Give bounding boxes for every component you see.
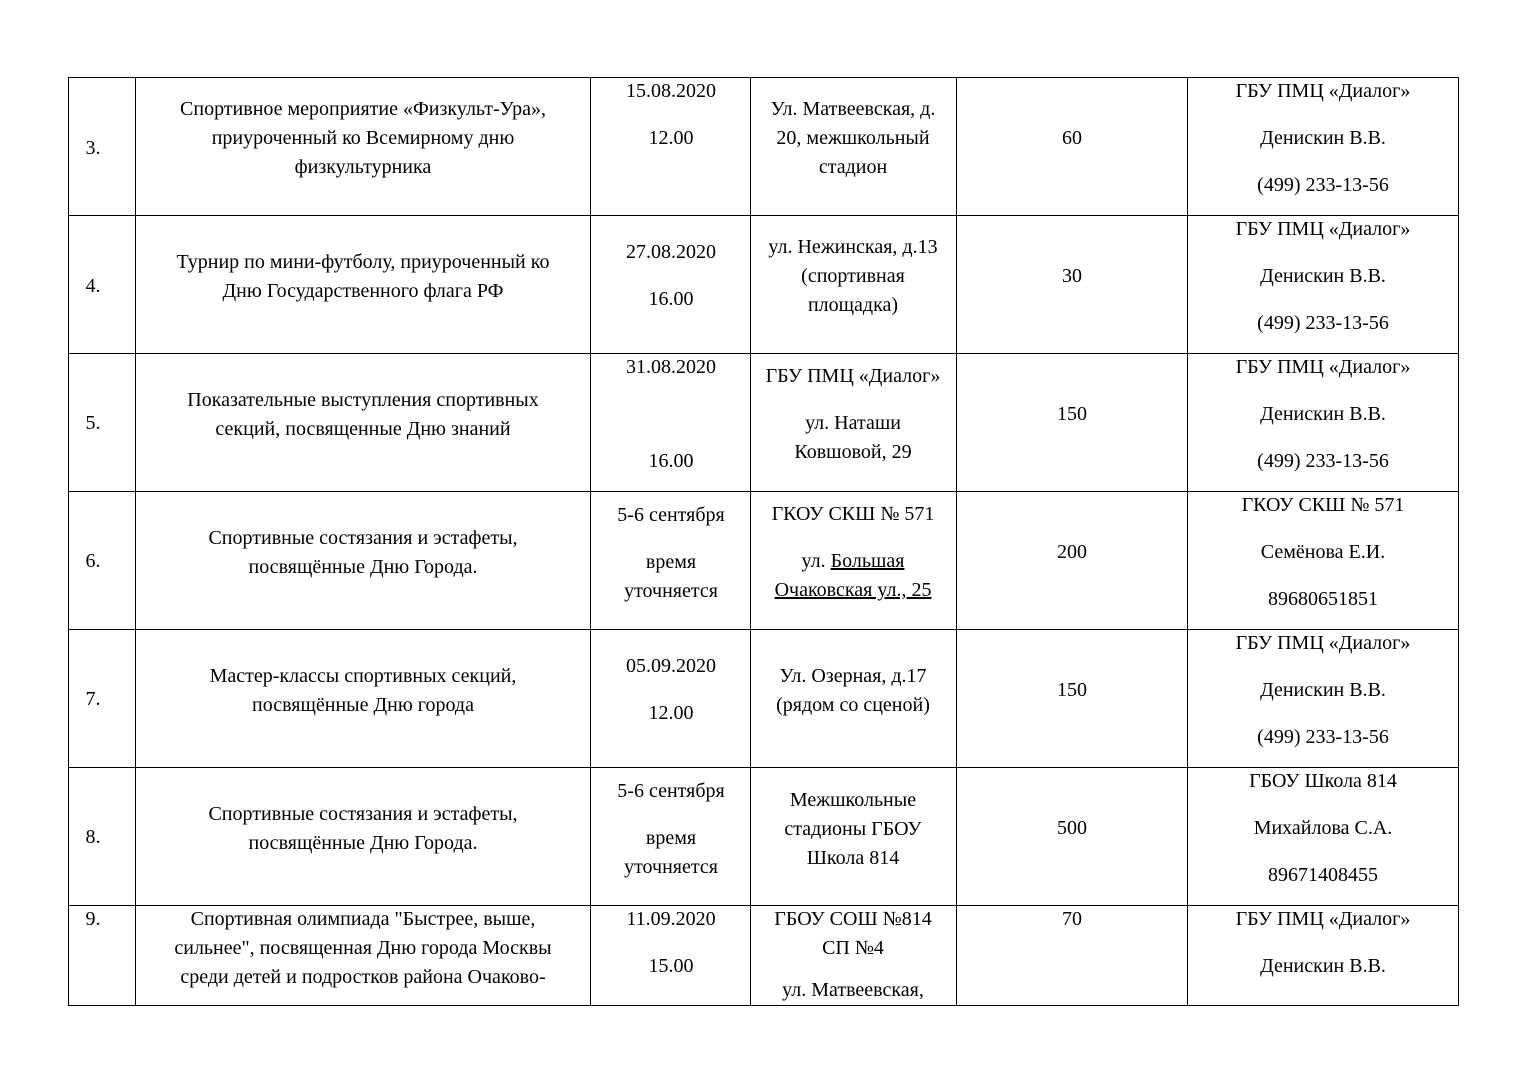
organizer (1190, 629, 1456, 752)
org-line: (499) 233-13-56 (1257, 174, 1389, 196)
event-date: 27.08.2020 (626, 241, 716, 263)
event-line: среди детей и подростков района Очаково- (180, 966, 546, 988)
participant-count: 200 (1057, 541, 1087, 563)
participant-count: 500 (1057, 817, 1087, 839)
place-line: ул. Матвеевская, (782, 979, 924, 1001)
event-title (140, 386, 586, 444)
organizer (1190, 353, 1456, 476)
event-place (754, 362, 952, 467)
event-line: Мастер-классы спортивных секций, (209, 665, 517, 687)
event-place (754, 95, 952, 182)
event-time (594, 548, 748, 606)
place-line: Ул. Матвеевская, д. (770, 98, 936, 120)
place-line: стадион (818, 156, 888, 178)
organizer (1190, 905, 1456, 981)
place-prefix: ул. (801, 550, 831, 572)
place-line: ГКОУ СКШ № 571 (771, 503, 935, 525)
event-date: 15.08.2020 (626, 80, 716, 102)
event-date: 5-6 сентября (617, 504, 725, 526)
event-time (594, 824, 748, 882)
org-line: Денискин В.В. (1260, 955, 1386, 977)
event-time: 16.00 (648, 450, 694, 472)
org-line: Михайлова С.А. (1253, 817, 1393, 839)
participant-count: 150 (1057, 679, 1087, 701)
event-date: 11.09.2020 (626, 908, 716, 930)
event-place (754, 786, 952, 873)
event-line: посвящённые Дню города (252, 694, 474, 716)
row-number: 3. (85, 137, 101, 159)
place-line: ул. Наташи (805, 412, 901, 434)
org-line: Денискин В.В. (1260, 265, 1386, 287)
row-number: 9. (85, 908, 101, 930)
row-number: 6. (85, 550, 101, 572)
event-date: 05.09.2020 (626, 655, 716, 677)
event-place (754, 500, 952, 605)
event-line: Турнир по мини-футболу, приуроченный ко (176, 251, 550, 273)
event-time: 12.00 (648, 127, 694, 149)
org-line: ГКОУ СКШ № 571 (1241, 494, 1405, 516)
event-line: Спортивная олимпиада "Быстрее, выше, (190, 908, 536, 930)
column-divider (1458, 77, 1459, 1006)
row-number: 5. (85, 412, 101, 434)
participant-count: 30 (1062, 265, 1082, 287)
org-line: ГБУ ПМЦ «Диалог» (1235, 218, 1411, 240)
event-line: секций, посвященные Дню знаний (215, 418, 511, 440)
event-title (140, 662, 586, 720)
column-divider (750, 77, 751, 1006)
place-line: Межшкольные (789, 789, 917, 811)
org-line: Денискин В.В. (1260, 127, 1386, 149)
time-line: уточняется (624, 580, 718, 602)
org-line: Денискин В.В. (1260, 403, 1386, 425)
place-line: ГБОУ СОШ №814 (774, 908, 932, 930)
event-line: сильнее", посвященная Дню города Москвы (174, 937, 552, 959)
event-date: 31.08.2020 (626, 356, 716, 378)
row-number: 7. (85, 688, 101, 710)
org-line: ГБОУ Школа 814 (1249, 770, 1397, 792)
event-title (140, 248, 586, 306)
place-line: ул. Нежинская, д.13 (768, 236, 938, 258)
row-number: 8. (85, 826, 101, 848)
event-place (754, 662, 952, 720)
participant-count: 70 (1062, 908, 1082, 930)
event-time: 15.00 (648, 955, 694, 977)
place-line: стадионы ГБОУ (784, 818, 922, 840)
event-line: Показательные выступления спортивных (187, 389, 539, 411)
place-line: Школа 814 (806, 847, 900, 869)
participant-count: 60 (1062, 127, 1082, 149)
address-link[interactable]: Очаковская ул., 25 (774, 579, 932, 601)
place-line: СП №4 (822, 937, 884, 959)
event-title (140, 905, 586, 992)
org-line: 89680651851 (1268, 588, 1378, 610)
organizer (1190, 77, 1456, 200)
place-line: (спортивная (801, 265, 905, 287)
org-line: ГБУ ПМЦ «Диалог» (1235, 356, 1411, 378)
event-time: 16.00 (648, 288, 694, 310)
place-line: (рядом со сценой) (776, 694, 930, 716)
event-line: Дню Государственного флага РФ (222, 280, 504, 302)
time-line: время (645, 827, 697, 849)
org-line: 89671408455 (1268, 864, 1378, 886)
event-title (140, 95, 586, 182)
place-line: ГБУ ПМЦ «Диалог» (765, 365, 941, 387)
event-line: посвящённые Дню Города. (248, 556, 478, 578)
org-line: Денискин В.В. (1260, 679, 1386, 701)
event-title (140, 524, 586, 582)
column-divider (135, 77, 136, 1006)
event-date: 5-6 сентября (617, 780, 725, 802)
place-line: площадка) (807, 294, 899, 316)
place-line (754, 547, 952, 576)
event-line: посвящённые Дню Города. (248, 832, 478, 854)
event-time: 12.00 (648, 702, 694, 724)
row-number: 4. (85, 275, 101, 297)
event-title (140, 800, 586, 858)
organizer (1190, 767, 1456, 890)
time-line: время (645, 551, 697, 573)
event-line: физкультурника (294, 156, 432, 178)
event-line: Спортивные состязания и эстафеты, (208, 527, 518, 549)
column-divider (590, 77, 591, 1006)
event-place (754, 233, 952, 320)
org-line: ГБУ ПМЦ «Диалог» (1235, 908, 1411, 930)
organizer (1190, 215, 1456, 338)
event-line: Спортивные состязания и эстафеты, (208, 803, 518, 825)
org-line: (499) 233-13-56 (1257, 312, 1389, 334)
place-line: 20, межшкольный (776, 127, 930, 149)
event-line: Спортивное мероприятие «Физкульт-Ура», (180, 98, 546, 120)
address-link[interactable]: Большая (830, 550, 905, 572)
participant-count: 150 (1057, 403, 1087, 425)
place-line: Ковшовой, 29 (794, 441, 912, 463)
org-line: (499) 233-13-56 (1257, 726, 1389, 748)
org-line: ГБУ ПМЦ «Диалог» (1235, 80, 1411, 102)
org-line: ГБУ ПМЦ «Диалог» (1235, 632, 1411, 654)
organizer (1190, 491, 1456, 614)
column-divider (1187, 77, 1188, 1006)
column-divider (956, 77, 957, 1006)
org-line: Семёнова Е.И. (1260, 541, 1386, 563)
time-line: уточняется (624, 856, 718, 878)
table-border-bottom (68, 1005, 1459, 1006)
column-divider (68, 77, 69, 1006)
event-place (754, 905, 952, 1005)
org-line: (499) 233-13-56 (1257, 450, 1389, 472)
event-line: приуроченный ко Всемирному дню (211, 127, 515, 149)
place-line: Ул. Озерная, д.17 (779, 665, 927, 687)
